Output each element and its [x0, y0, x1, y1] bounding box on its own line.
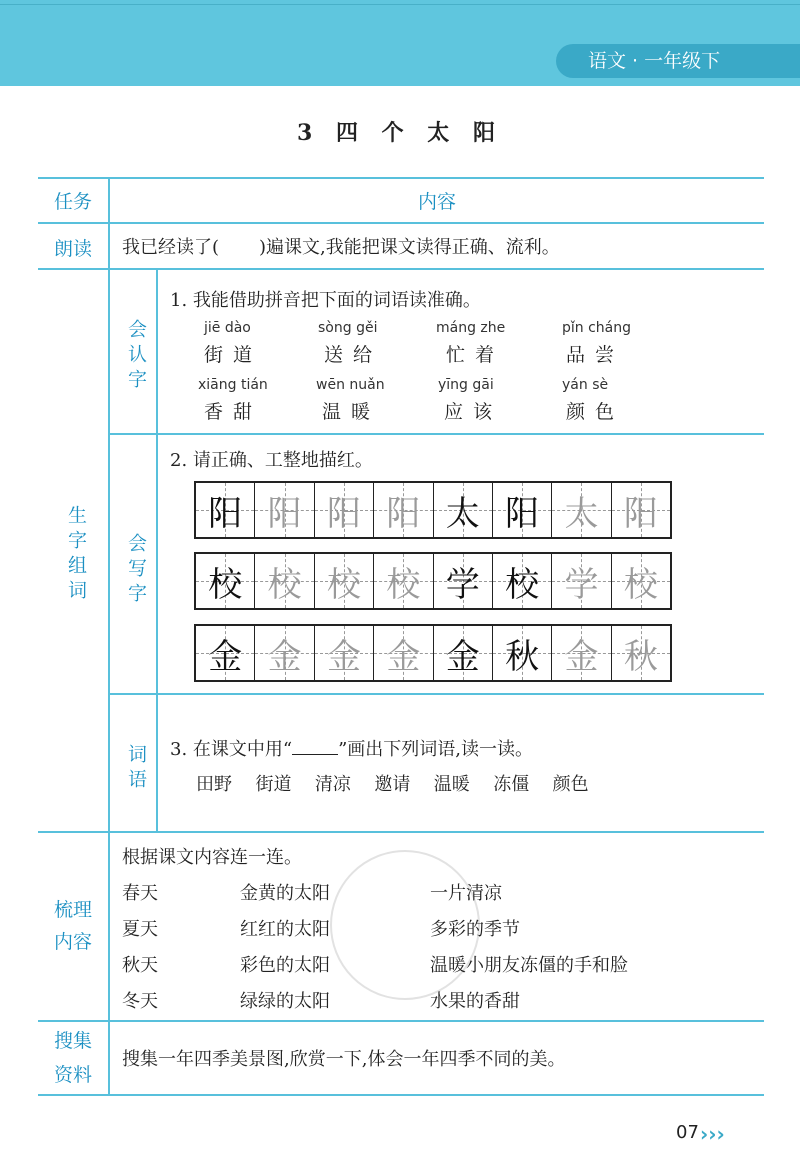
table-row-divider: [38, 268, 764, 270]
words-list: 田野 街道 清凉 邀请 温暖 冻僵 颜色: [196, 774, 589, 795]
word-hanzi: 品尝: [566, 344, 625, 366]
grid-char: 校: [326, 564, 361, 605]
result-item[interactable]: 温暖小朋友冻僵的手和脸: [430, 955, 628, 976]
grid-cell[interactable]: [374, 626, 433, 680]
word-pinyin: wēn nuǎn: [316, 377, 385, 393]
table-subrow-divider: [110, 433, 764, 435]
grid-cell[interactable]: [315, 554, 374, 608]
grid-char: 阳: [386, 493, 421, 534]
reading-label: 朗读: [53, 238, 92, 260]
grid-char: 校: [267, 564, 302, 605]
words-instruction-before: 3. 在课文中用“: [170, 739, 293, 760]
page-title: 3 四 个 太 阳: [297, 120, 503, 146]
underline-sample: [292, 754, 338, 755]
word-pinyin: máng zhe: [436, 320, 506, 336]
grid-char: 阳: [505, 493, 540, 534]
grid-char: 学: [564, 564, 599, 605]
grid-cell[interactable]: [552, 483, 611, 537]
grid-cell[interactable]: [434, 554, 493, 608]
table-subrow-divider: [110, 693, 764, 695]
sun-item[interactable]: 金黄的太阳: [240, 883, 330, 904]
season-item[interactable]: 冬天: [122, 991, 158, 1012]
grid-char: 金: [445, 636, 480, 677]
grid-cell[interactable]: [374, 483, 433, 537]
season-item[interactable]: 春天: [122, 883, 158, 904]
content-header: 内容: [417, 191, 456, 213]
tracing-grid-row: [194, 624, 672, 682]
word-hanzi: 颜色: [566, 401, 625, 423]
write-label: 会写字: [125, 532, 147, 608]
collect-label-text: 搜集资料: [53, 1030, 92, 1086]
sun-item[interactable]: 绿绿的太阳: [240, 991, 330, 1012]
season-item[interactable]: 夏天: [122, 919, 158, 940]
table-header-divider: [38, 222, 764, 224]
grid-cell[interactable]: [493, 626, 552, 680]
grid-cell[interactable]: [196, 554, 255, 608]
result-item[interactable]: 一片清凉: [430, 883, 502, 904]
grid-char: 秋: [505, 636, 540, 677]
table-bottom-border: [38, 1094, 764, 1096]
grid-cell[interactable]: [434, 626, 493, 680]
grid-char: 太: [445, 493, 480, 534]
grid-cell[interactable]: [255, 554, 314, 608]
grid-char: 校: [505, 564, 540, 605]
page-number: 07: [676, 1122, 699, 1143]
table-subcolumn-divider: [156, 268, 158, 833]
reading-text-after: )遍课文,我能把课文读得正确、流利。: [259, 237, 560, 258]
grid-char: 阳: [267, 493, 302, 534]
grid-cell[interactable]: [315, 483, 374, 537]
grid-cell[interactable]: [374, 554, 433, 608]
sort-label-text: 梳理内容: [53, 899, 92, 953]
word-hanzi: 温暖: [322, 401, 381, 423]
chevron-right-icon: ›››: [700, 1122, 725, 1146]
word-pinyin: yīng gāi: [438, 377, 494, 393]
grid-char: 校: [386, 564, 421, 605]
word-pinyin: sòng gěi: [318, 320, 378, 336]
table-row-divider: [38, 1020, 764, 1022]
word-hanzi: 送给: [324, 344, 383, 366]
result-item[interactable]: 多彩的季节: [430, 919, 520, 940]
recognize-label: 会认字: [125, 318, 147, 394]
word-pinyin: jiē dào: [204, 320, 251, 336]
sort-label: [38, 894, 108, 958]
grid-char: 金: [267, 636, 302, 677]
grid-cell[interactable]: [255, 483, 314, 537]
grid-cell[interactable]: [552, 626, 611, 680]
grid-cell[interactable]: [315, 626, 374, 680]
tracing-grid-row: [194, 552, 672, 610]
grid-char: 太: [564, 493, 599, 534]
word-hanzi: 街道: [204, 344, 263, 366]
header-rule: [0, 4, 800, 5]
grid-char: 阳: [623, 493, 658, 534]
grid-char: 金: [386, 636, 421, 677]
sun-item[interactable]: 红红的太阳: [240, 919, 330, 940]
grid-cell[interactable]: [612, 483, 670, 537]
words-instruction: [170, 735, 533, 761]
grid-char: 学: [445, 564, 480, 605]
tracing-grid-row: [194, 481, 672, 539]
grid-cell[interactable]: [196, 626, 255, 680]
grid-char: 秋: [623, 636, 658, 677]
result-item[interactable]: 水果的香甜: [430, 991, 520, 1012]
write-instruction: 2. 请正确、工整地描红。: [170, 450, 373, 471]
table-row-divider: [38, 831, 764, 833]
grade-tab: 语文 · 一年级下: [556, 44, 800, 78]
sort-instruction: 根据课文内容连一连。: [122, 847, 302, 868]
grid-cell[interactable]: [196, 483, 255, 537]
grid-char: 阳: [326, 493, 361, 534]
collect-text: 搜集一年四季美景图,欣赏一下,体会一年四季不同的美。: [122, 1049, 566, 1070]
grid-cell[interactable]: [552, 554, 611, 608]
table-top-border: [38, 177, 764, 179]
grid-char: 阳: [208, 493, 243, 534]
word-hanzi: 应该: [444, 401, 503, 423]
word-hanzi: 忙着: [446, 344, 505, 366]
grid-cell[interactable]: [493, 554, 552, 608]
section-label-characters: 生字组词: [65, 505, 87, 605]
season-item[interactable]: 秋天: [122, 955, 158, 976]
grid-cell[interactable]: [612, 626, 670, 680]
word-pinyin: xiāng tián: [198, 377, 268, 393]
grid-char: 校: [623, 564, 658, 605]
words-instruction-after: ”画出下列词语,读一读。: [338, 739, 534, 760]
grid-cell[interactable]: [612, 554, 670, 608]
grid-char: 金: [564, 636, 599, 677]
recognize-instruction: 1. 我能借助拼音把下面的词语读准确。: [170, 290, 481, 311]
grid-cell[interactable]: [493, 483, 552, 537]
grid-char: 金: [208, 636, 243, 677]
word-pinyin: pǐn cháng: [562, 320, 632, 336]
grid-cell[interactable]: [434, 483, 493, 537]
task-header: 任务: [53, 191, 92, 213]
reading-text-before: 我已经读了(: [122, 237, 220, 258]
word-hanzi: 香甜: [204, 401, 263, 423]
word-pinyin: yán sè: [562, 377, 609, 393]
table-column-divider: [108, 177, 110, 1096]
grid-char: 金: [326, 636, 361, 677]
words-label: 词语: [125, 744, 147, 794]
sun-item[interactable]: 彩色的太阳: [240, 955, 330, 976]
grid-cell[interactable]: [255, 626, 314, 680]
collect-label: [38, 1024, 108, 1092]
grid-char: 校: [208, 564, 243, 605]
reading-text: [122, 233, 560, 259]
